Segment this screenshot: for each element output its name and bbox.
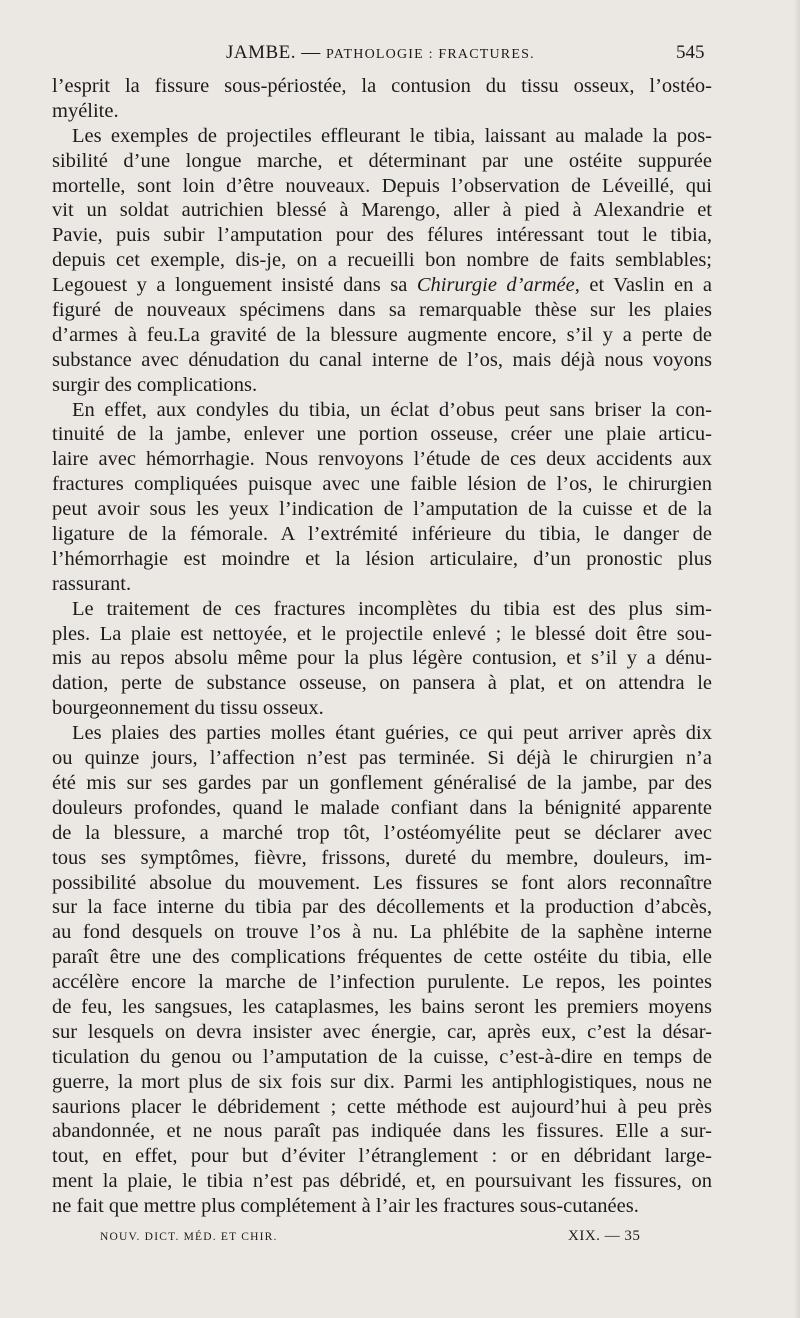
paragraph [52,74,712,124]
text-line: surgir des complications. [52,373,258,396]
text-line: ne fait que mettre plus complétement à l’air les fractures sous-cutanées. [52,1195,639,1218]
footer-publication: NOUV. DICT. MÉD. ET CHIR. [100,1231,278,1243]
text-line: rassurant. [52,572,132,595]
text-line: substance avec dénudation du canal interne de l’os, mais déjà nous voyons [52,348,712,371]
page-footer [0,1228,800,1250]
paragraph [52,597,712,721]
paragraph [52,721,712,1219]
text-line: été mis sur ses gardes par un gonflement généralisé de la jambe, par des [52,771,712,794]
text-line: au fond desquels on trouve l’os à nu. La phlébite de la saphène interne [52,921,712,944]
text-line: ples. La plaie est nettoyée, et le projectile enlevé ; le blessé doit être sou- [52,622,712,645]
text-line: mis au repos absolu même pour la plus légère contusion, et s’il y a dénu- [52,647,712,670]
text-line: Pavie, puis subir l’amputation pour des félures intéressant tout le tibia, [52,224,712,247]
paragraph [52,124,712,398]
text-line: sur lesquels on devra insister avec énergie, car, après eux, c’est la désar- [52,1020,712,1043]
text-line: figuré de nouveaux spécimens dans sa remarquable thèse sur les plaies [52,299,712,322]
running-title [226,42,535,64]
text-line: saurions placer le débridement ; cette méthode est aujourd’hui à peu près [52,1095,712,1118]
text-line: Les exemples de projectiles effleurant le tibia, laissant au malade la pos- [72,124,712,147]
text-line: Le traitement de ces fractures incomplètes du tibia est des plus sim- [72,597,712,620]
running-title-dash: — [301,42,321,63]
text-line: ligature de la fémorale. A l’extrémité inférieure du tibia, le danger de [52,523,712,546]
text-line: l’hémorrhagie est moindre et la lésion articulaire, d’un pronostic plus [52,547,712,570]
book-title-italic: Chirurgie d’armée [416,274,575,297]
text-line: Legouest y a longuement insisté dans sa Chirurgie d’armée, et Vaslin en a [52,274,712,297]
running-title-section: PATHOLOGIE : FRACTURES. [326,47,535,62]
text-line: sibilité d’une longue marche, et déterminant par une ostéite suppurée [52,149,712,172]
text-line: myélite. [52,99,119,122]
running-header [0,42,800,68]
text-line: guerre, la mort plus de six fois sur dix. Parmi les antiphlogistiques, nous ne [52,1070,712,1093]
text-line: En effet, aux condyles du tibia, un éclat d’obus peut sans briser la con- [72,398,712,421]
text-line: accélère encore la marche de l’infection purulente. Le repos, les pointes [52,971,712,994]
running-title-main: JAMBE. [226,42,297,63]
text-line: de la blessure, a marché trop tôt, l’ostéomyélite peut se déclarer avec [52,821,712,844]
text-line: vit un soldat autrichien blessé à Marengo, aller à pied à Alexandrie et [52,199,712,222]
text-line: bourgeonnement du tissu osseux. [52,697,324,720]
text-line: depuis cet exemple, dis-je, on a recueilli bon nombre de faits semblables; [52,249,712,272]
text-line: laire avec hémorrhagie. Nous renvoyons l’étude de ces deux accidents aux [52,448,712,471]
text-line: fractures compliquées puisque avec une faible lésion de l’os, le chirurgien [52,473,712,496]
paragraph [52,398,712,597]
footer-signature: XIX. — 35 [568,1228,641,1244]
text-line: paraît être une des complications fréquentes de cette ostéite du tibia, elle [52,946,712,969]
text-line: mortelle, sont loin d’être nouveaux. Depuis l’observation de Léveillé, qui [52,174,712,197]
text-line: d’armes à feu.La gravité de la blessure augmente encore, s’il y a perte de [52,323,712,346]
text-line: possibilité absolue du mouvement. Les fissures se font alors reconnaître [52,871,712,894]
text-line: ou quinze jours, l’affection n’est pas terminée. Si déjà le chirurgien n’a [52,747,712,770]
text-line: tout, en effet, pour but d’éviter l’étranglement : or en débridant large- [52,1145,712,1168]
text-line: abandonnée, et ne nous paraît pas indiquée dans les fissures. Elle a sur- [52,1120,712,1143]
text-line: sur la face interne du tibia par des décollements et la production d’abcès, [52,896,712,919]
text-line: l’esprit la fissure sous-périostée, la contusion du tissu osseux, l’ostéo- [52,75,712,97]
text-line: tinuité de la jambe, enlever une portion osseuse, créer une plaie articu- [52,423,712,446]
page-edge-shadow [794,0,800,1318]
text-line: Les plaies des parties molles étant guéries, ce qui peut arriver après dix [72,722,712,745]
text-line: peut avoir sous les yeux l’indication de l’amputation de la cuisse et de la [52,498,712,521]
text-line: ment la plaie, le tibia n’est pas débridé, et, en poursuivant les fissures, on [52,1170,712,1193]
page-number: 545 [676,42,705,63]
text-line: tous ses symptômes, fièvre, frissons, dureté du membre, douleurs, im- [52,846,712,869]
text-line: dation, perte de substance osseuse, on pansera à plat, et on attendra le [52,672,712,695]
text-line: de feu, les sangsues, les cataplasmes, les bains seront les premiers moyens [52,995,712,1018]
text-line: douleurs profondes, quand le malade confiant dans la bénignité apparente [52,796,712,819]
text-line: ticulation du genou ou l’amputation de la cuisse, c’est-à-dire en temps de [52,1045,712,1068]
body-text [52,74,712,1219]
